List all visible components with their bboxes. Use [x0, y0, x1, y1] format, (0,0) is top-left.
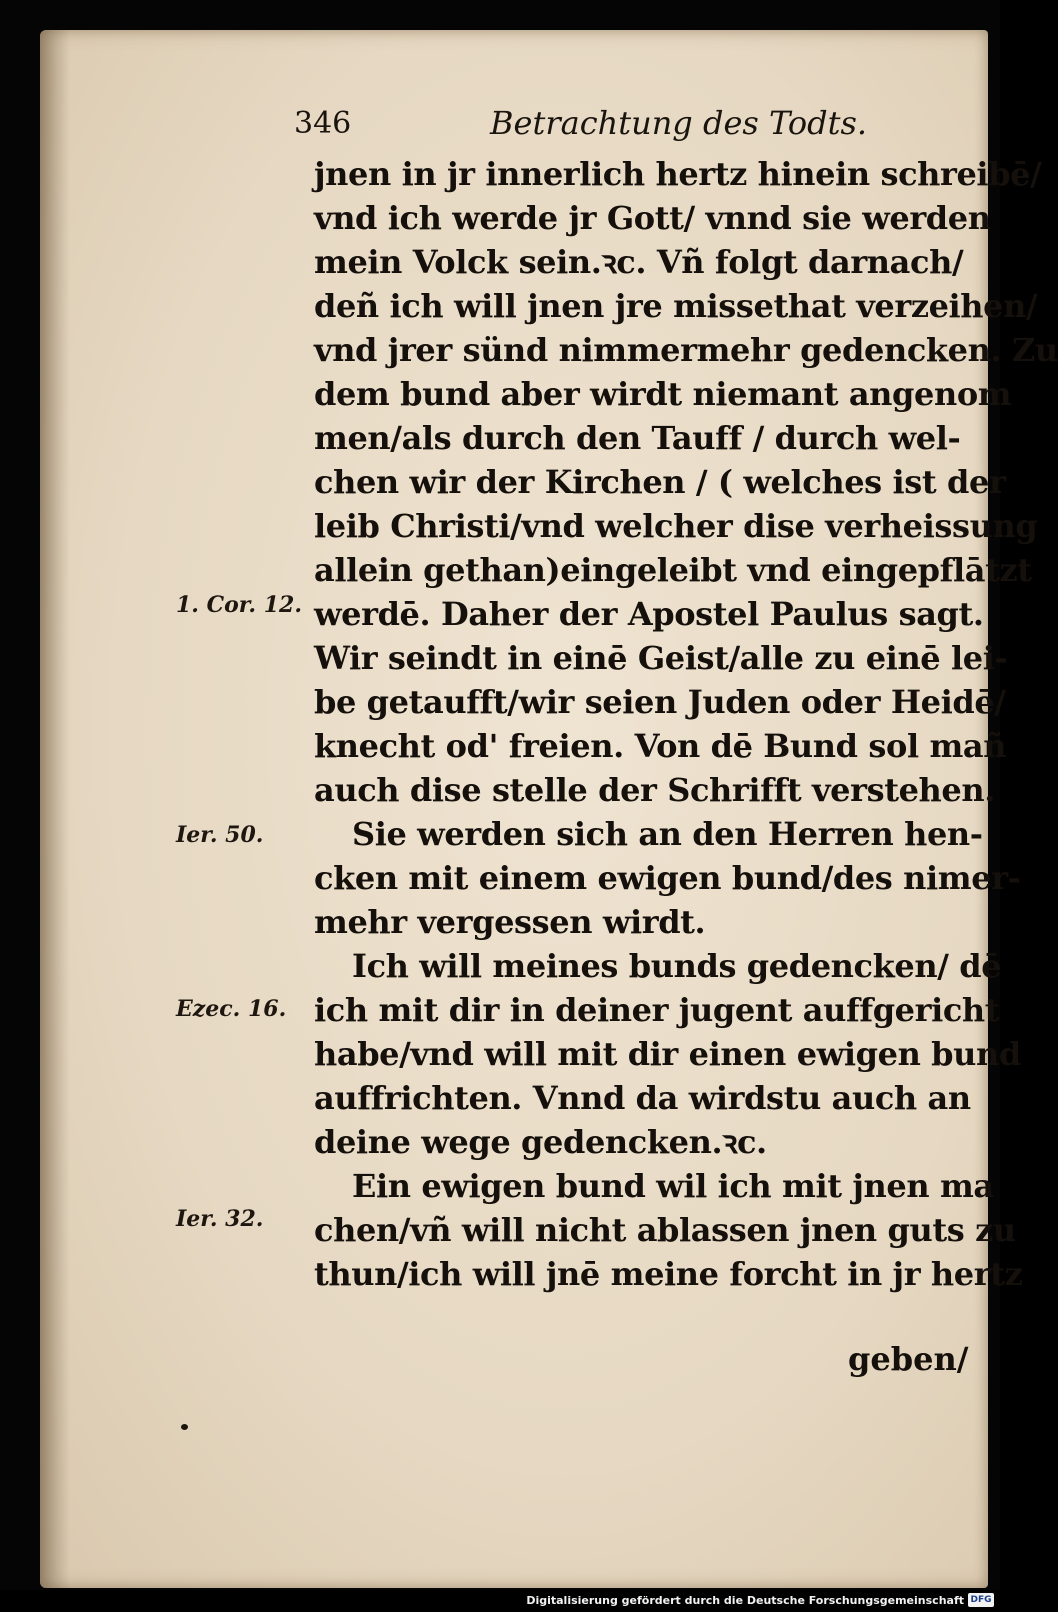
text-line: mein Volck sein.ꝛc. Vñ folgt darnach/ [314, 243, 964, 281]
text-line: knecht od' freien. Von dē Bund sol mañ [314, 727, 1007, 765]
page-number: 346 [294, 106, 352, 141]
text-line: jnen in jr innerlich hertz hinein schreibē/ [314, 155, 1042, 193]
text-line: men/als durch den Tauff / durch wel- [314, 419, 961, 457]
text-line: dem bund aber wirdt niemant angenom [314, 375, 1012, 413]
text-line: vnd ich werde jr Gott/ vnnd sie werden [314, 199, 991, 237]
margin-note: Ezec. 16. [176, 996, 287, 1022]
footer-bar [0, 1590, 1000, 1612]
text-line: auffrichten. Vnnd da wirdstu auch an [314, 1079, 971, 1117]
text-line: allein gethan)eingeleibt vnd eingepflātzt [314, 551, 1032, 589]
text-line: deñ ich will jnen jre missethat verzeihen/ [314, 287, 1038, 325]
catchword: geben/ [848, 1340, 969, 1378]
text-line: Wir seindt in einē Geist/alle zu einē lei- [314, 639, 1008, 677]
running-title: Betrachtung des Todts. [490, 104, 868, 142]
funding-credit: Digitalisierung gefördert durch die Deutsche Forschungsgemeinschaft [526, 1594, 964, 1607]
text-line: thun/ich will jnē meine forcht in jr hertz [314, 1255, 1023, 1293]
text-line: cken mit einem ewigen bund/des nimer- [314, 859, 1021, 897]
dfg-logo-icon: DFG [968, 1593, 994, 1607]
text-line: habe/vnd will mit dir einen ewigen bund [314, 1035, 1021, 1073]
text-line: chen/vñ will nicht ablassen jnen guts zu [314, 1211, 1016, 1249]
text-line: Ein ewigen bund wil ich mit jnen ma [352, 1167, 994, 1205]
margin-note: Ier. 32. [176, 1206, 264, 1232]
margin-note: Ier. 50. [176, 822, 264, 848]
margin-note: 1. Cor. 12. [176, 592, 302, 618]
text-line: auch dise stelle der Schrifft verstehen. [314, 771, 995, 809]
text-line: be getaufft/wir seien Juden oder Heidē/ [314, 683, 1006, 721]
text-line: leib Christi/vnd welcher dise verheissung [314, 507, 1038, 545]
text-line: Sie werden sich an den Herren hen- [352, 815, 983, 853]
text-line: ich mit dir in deiner jugent auffgericht [314, 991, 1000, 1029]
text-line: deine wege gedencken.ꝛc. [314, 1123, 767, 1161]
text-line: vnd jrer sünd nimmermehr gedencken. Zu [314, 331, 1058, 369]
text-line: chen wir der Kirchen / ( welches ist der [314, 463, 1006, 501]
text-line: werdē. Daher der Apostel Paulus sagt. [314, 595, 984, 633]
text-line: Ich will meines bunds gedencken/ dē [352, 947, 1002, 985]
ink-speck [181, 1424, 188, 1430]
text-line: mehr vergessen wirdt. [314, 903, 706, 941]
